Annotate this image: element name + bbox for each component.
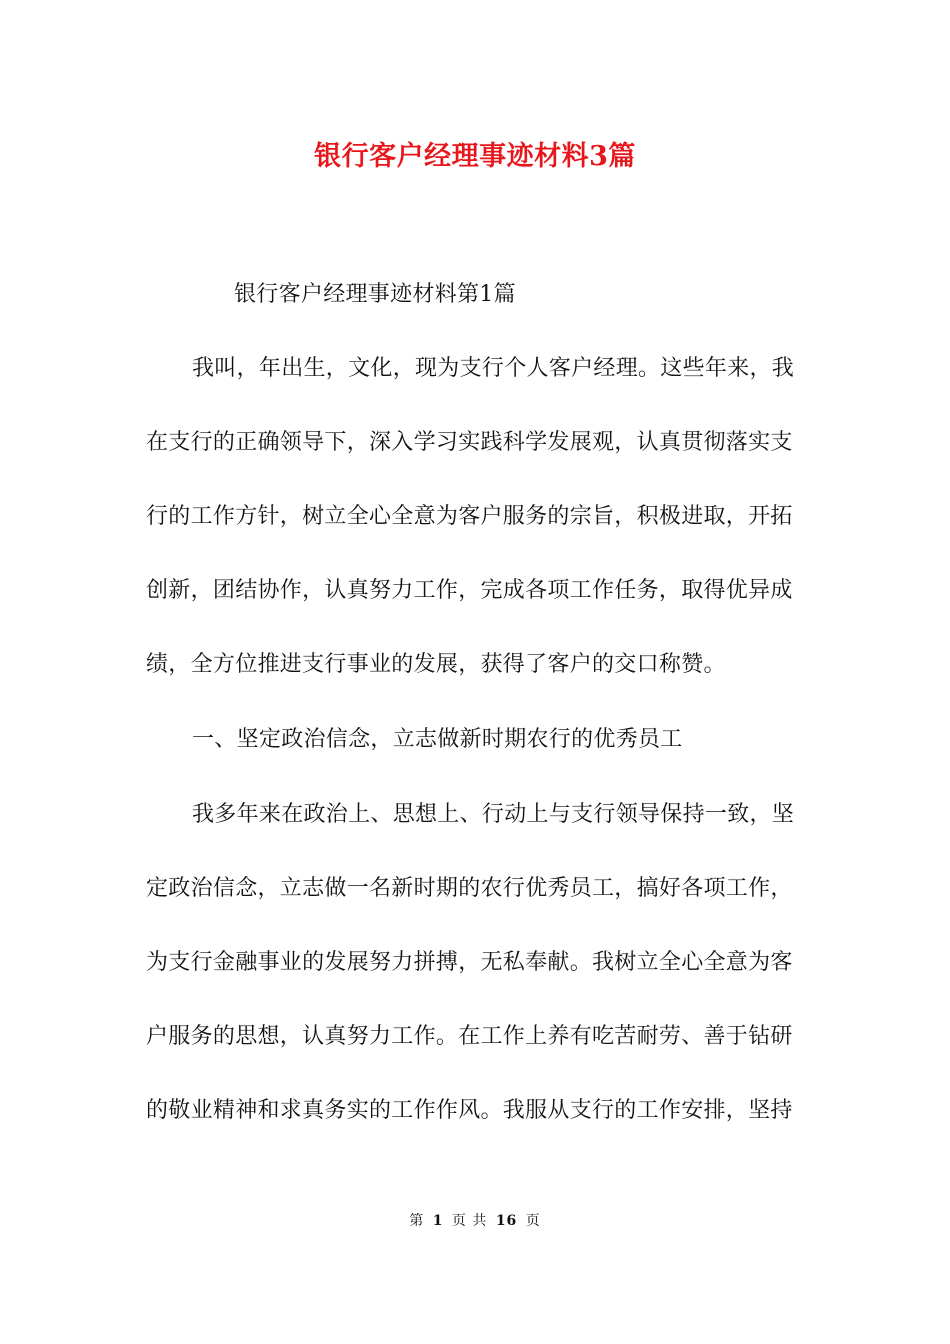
paragraph-line: 的敬业精神和求真务实的工作作风。我服从支行的工作安排，坚持 (146, 1098, 793, 1123)
document-title: 银行客户经理事迹材料3篇 (314, 141, 636, 172)
footer-prefix: 第 (409, 1213, 425, 1229)
paragraph-line: 我多年来在政治上、思想上、行动上与支行领导保持一致，坚 (192, 802, 795, 827)
footer-page-number: 1 (432, 1213, 444, 1229)
paragraph-line: 在支行的正确领导下，深入学习实践科学发展观，认真贯彻落实支 (146, 430, 793, 455)
footer-mid: 页 共 (451, 1213, 488, 1229)
section-heading: 一、坚定政治信念，立志做新时期农行的优秀员工 (192, 727, 683, 752)
section-subtitle: 银行客户经理事迹材料第1篇 (234, 282, 516, 307)
page-footer (0, 1210, 950, 1230)
paragraph-line: 行的工作方针，树立全心全意为客户服务的宗旨，积极进取，开拓 (146, 504, 793, 529)
paragraph-line: 户服务的思想，认真努力工作。在工作上养有吃苦耐劳、善于钻研 (146, 1024, 793, 1049)
paragraph-line: 我叫，年出生，文化，现为支行个人客户经理。这些年来，我 (192, 356, 795, 381)
footer-suffix: 页 (525, 1213, 541, 1229)
paragraph-line: 为支行金融事业的发展努力拼搏，无私奉献。我树立全心全意为客 (146, 950, 793, 975)
footer-total-pages: 16 (495, 1213, 518, 1229)
paragraph-line: 创新，团结协作，认真努力工作，完成各项工作任务，取得优异成 (146, 578, 793, 603)
paragraph-line: 绩，全方位推进支行事业的发展，获得了客户的交口称赞。 (146, 652, 726, 677)
paragraph-line: 定政治信念，立志做一名新时期的农行优秀员工，搞好各项工作， (146, 876, 793, 901)
